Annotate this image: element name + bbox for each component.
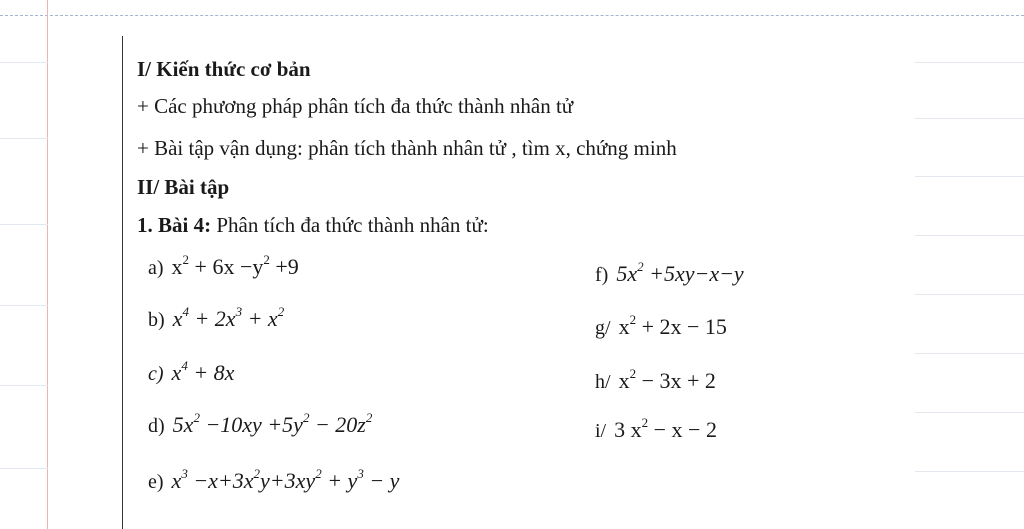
exercise-label: e): [148, 471, 164, 493]
ruled-line: [0, 385, 48, 386]
section2-heading: II/ Bài tập: [137, 175, 230, 199]
exercise-label: d): [148, 415, 165, 437]
top-dashed-border: [0, 15, 1024, 16]
exercise-label: f): [595, 264, 609, 286]
ruled-line: [915, 176, 1024, 177]
exercise-label: a): [148, 257, 164, 279]
exercise-label: i/: [595, 420, 607, 442]
ruled-line: [915, 118, 1024, 119]
ruled-line: [915, 62, 1024, 63]
exercise-h: h/ $x^2 - 3x + 2$: [595, 366, 716, 393]
exercise-label: g/: [595, 317, 611, 339]
exercise-label: h/: [595, 371, 611, 393]
content-left-border: [122, 36, 123, 529]
section1-line1: + Các phương pháp phân tích đa thức thành nhân tử: [137, 94, 574, 118]
exercise-i: i/ 3 $x^2 - x - 2$: [595, 415, 717, 442]
exercise-a: a) $x^2 + 6x -y^2 +9$: [148, 252, 299, 279]
ruled-line: [0, 468, 48, 469]
exercise-label: b): [148, 309, 165, 331]
task-heading: [137, 212, 489, 238]
task-number: 1. Bài 4:: [137, 213, 212, 237]
section1-line2: + Bài tập vận dụng: phân tích thành nhân tử , tìm x, chứng minh: [137, 136, 677, 160]
ruled-line: [915, 294, 1024, 295]
ruled-line: [0, 62, 48, 63]
exercise-e: e) $x^3 -x+3x^2y+3xy^2 + y^3 - y$: [148, 466, 400, 493]
ruled-line: [915, 412, 1024, 413]
ruled-line: [915, 235, 1024, 236]
ruled-line: [0, 224, 48, 225]
ruled-line: [915, 353, 1024, 354]
ruled-line: [0, 305, 48, 306]
exercise-b: b) $x^4 + 2x^3 + x^2$: [148, 304, 285, 331]
ruled-line: [0, 138, 48, 139]
ruled-line: [915, 471, 1024, 472]
exercise-c: c) $x^4 + 8x$: [148, 358, 235, 385]
exercise-g: g/ $x^2 + 2x - 15$: [595, 312, 727, 339]
task-text: Phân tích đa thức thành nhân tử:: [211, 213, 489, 237]
page-margin-line: [47, 0, 48, 529]
exercise-label: c): [148, 363, 164, 385]
exercise-f: f) $5x^2 +5xy-x-y$: [595, 259, 744, 286]
section1-heading: I/ Kiến thức cơ bản: [137, 57, 311, 81]
exercise-d: d) $5x^2 -10xy +5y^2 - 20z^2$: [148, 410, 373, 437]
